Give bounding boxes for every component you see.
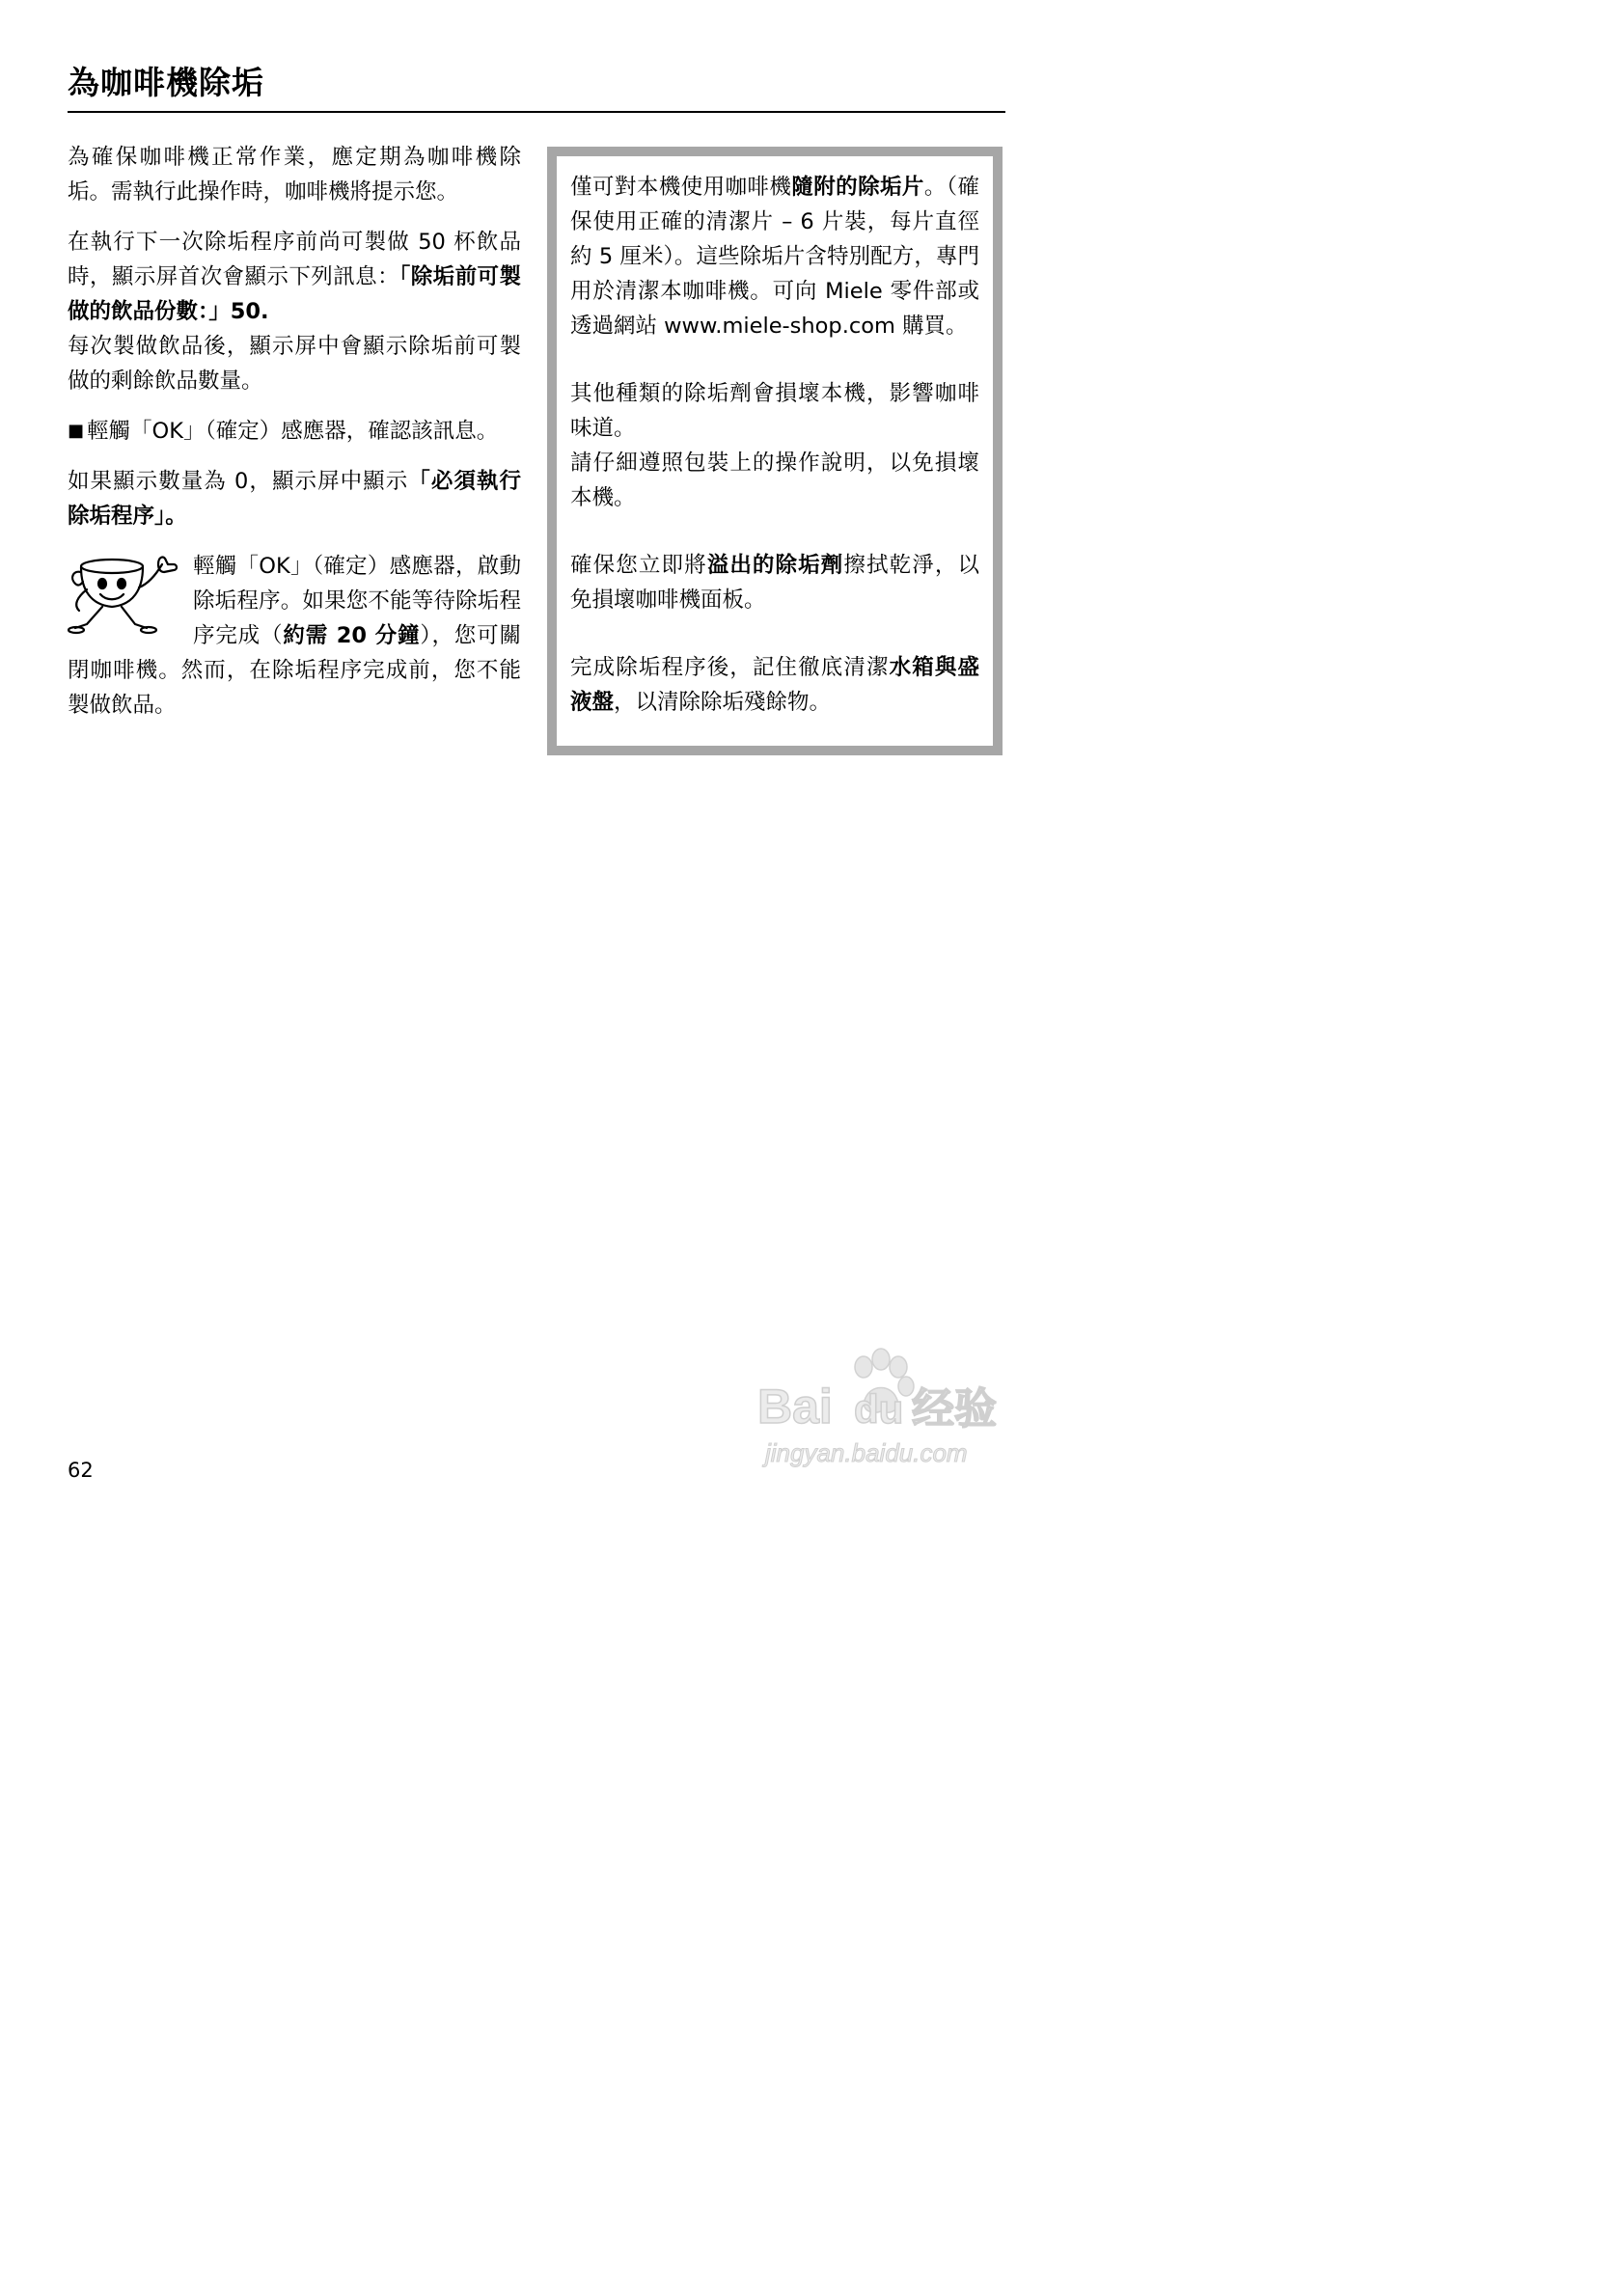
page-title: 為咖啡機除垢: [68, 64, 264, 101]
message-text-pre: 在執行下一次除垢程序前尚可製做 50 杯飲品時，顯示屏首次會顯示下列訊息：: [68, 230, 521, 289]
watermark-brand-du: du: [854, 1386, 904, 1432]
box-other-agents-paragraph: [570, 376, 979, 515]
watermark-url: jingyan.baidu.com: [765, 1438, 968, 1467]
box-tablets-text-pre: 僅可對本機使用咖啡機: [570, 175, 792, 200]
zero-count-text: 如果顯示數量為 0，顯示屏中顯示: [68, 469, 409, 494]
descale-duration: 約需 20 分鐘: [283, 623, 421, 648]
message-text-post: 每次製做飲品後，顯示屏中會顯示除垢前可製做的剩餘飲品數量。: [68, 334, 521, 394]
box-tablets-paragraph: [570, 170, 979, 343]
descale-required-message: 「必須執行除垢程序」。: [68, 469, 521, 529]
coffee-cup-mascot-thumbs-up-icon: [68, 551, 185, 638]
tip-block: [68, 549, 521, 723]
title-divider: [68, 111, 1005, 113]
left-column: [68, 140, 521, 723]
warning-box: [547, 147, 1003, 755]
box-spill-text-post: 擦拭乾淨，以免損壞咖啡機面板。: [570, 553, 979, 613]
intro-paragraph: 為確保咖啡機正常作業，應定期為咖啡機除垢。需執行此操作時，咖啡機將提示您。: [68, 145, 521, 205]
tank-and-tray-emphasis: 水箱與盛液盤: [570, 655, 979, 715]
zero-count-paragraph: [68, 464, 521, 533]
page-number: 62: [68, 1459, 94, 1482]
watermark-brand-latin: Bai: [757, 1380, 833, 1434]
message-paragraph: [68, 225, 521, 398]
watermark-brand-cn: 经验: [912, 1384, 997, 1434]
supplied-tablets-emphasis: 隨附的除垢片: [791, 175, 924, 200]
box-cleanup-text-post: ，以清除除垢殘餘物。: [614, 690, 832, 715]
box-spill-paragraph: [570, 548, 979, 617]
tip-text-post: ），您可關閉咖啡機。然而，在除垢程序完成前，您不能製做飲品。: [68, 623, 521, 718]
spilled-agent-emphasis: 溢出的除垢劑: [706, 553, 844, 578]
bullet-square-icon: ■: [68, 421, 85, 441]
box-cleanup-paragraph: [570, 650, 979, 720]
bullet-text: 輕觸「OK」（確定）感應器，確認該訊息。: [87, 419, 499, 444]
baidu-jingyan-watermark: [757, 1346, 1008, 1476]
bullet-item: [68, 414, 521, 449]
display-message: 「除垢前可製做的飲品份數：」50.: [68, 264, 521, 324]
box-cleanup-text-pre: 完成除垢程序後，記住徹底清潔: [570, 655, 890, 680]
box-tablets-text-post: 。（確保使用正確的清潔片 – 6 片裝，每片直徑約 5 厘米）。這些除垢片含特別配方，專門用於清潔本咖啡機。可向 Miele 零件部或透過網站 www.miele-shop.com 購買。: [570, 175, 979, 339]
box-instructions-text: 請仔細遵照包裝上的操作說明，以免損壞本機。: [570, 451, 979, 510]
box-other-agents-text: 其他種類的除垢劑會損壞本機，影響咖啡味道。: [570, 381, 979, 441]
box-spill-text-pre: 確保您立即將: [570, 553, 707, 578]
tip-text-pre: 輕觸「OK」（確定）感應器，啟動除垢程序。如果您不能等待除垢程序完成（: [193, 554, 521, 648]
